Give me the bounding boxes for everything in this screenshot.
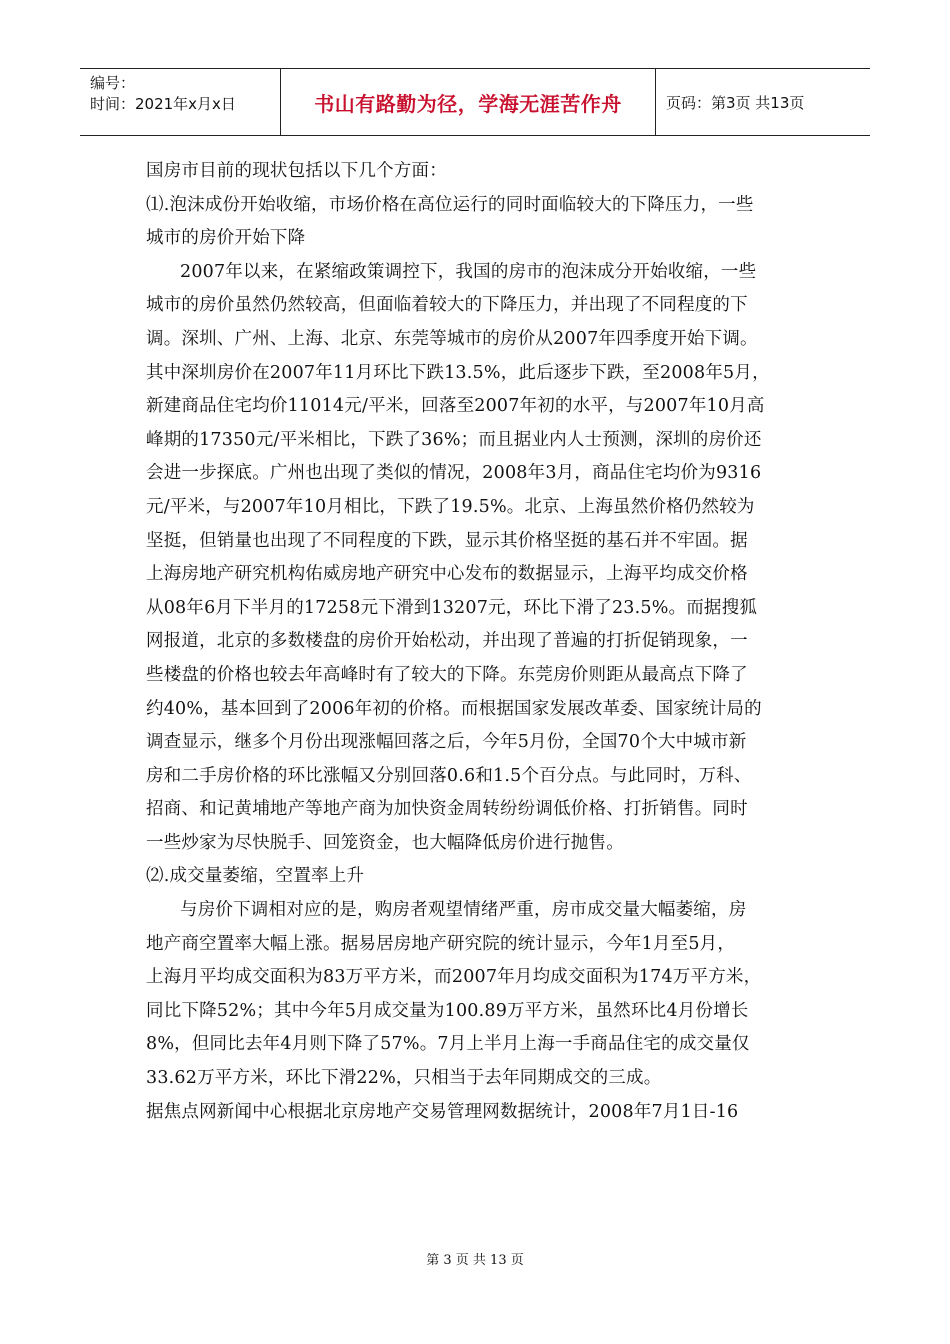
text-line: 峰期的17350元/平米相比，下跌了36%；而且据业内人士预测，深圳的房价还 bbox=[146, 429, 762, 450]
document-body bbox=[146, 155, 816, 1129]
text-line: 网报道，北京的多数楼盘的房价开始松动，并出现了普遍的打折促销现象，一 bbox=[146, 631, 748, 652]
text-line: 国房市目前的现状包括以下几个方面： bbox=[146, 161, 447, 181]
text-line: 从08年6月下半月的17258元下滑到13207元，环比下滑了23.5%。而据搜狐 bbox=[146, 597, 758, 618]
header-meta bbox=[80, 69, 281, 135]
text-line: 同比下降52%；其中今年5月成交量为100.89万平方米，虽然环比4月份增长 bbox=[146, 1000, 749, 1021]
section-heading: ⑴.泡沫成份开始收缩，市场价格在高位运行的同时面临较大的下降压力，一些 bbox=[146, 194, 754, 215]
text-line: 调查显示，继多个月份出现涨幅回落之后，今年5月份，全国70个大中城市新 bbox=[146, 732, 747, 753]
serial-label: 编号： bbox=[90, 74, 136, 92]
text-line: 约40%，基本回到了2006年初的价格。而根据国家发展改革委、国家统计局的 bbox=[146, 698, 762, 719]
text-line: 招商、和记黄埔地产等地产商为加快资金周转纷纷调低价格、打折销售。同时 bbox=[146, 799, 748, 820]
text-line: 上海房地产研究机构佑威房地产研究中心发布的数据显示，上海平均成交价格 bbox=[146, 564, 748, 585]
text-line: 33.62万平方米，环比下滑22%，只相当于去年同期成交的三成。 bbox=[146, 1068, 662, 1089]
page-header bbox=[80, 68, 870, 136]
header-page-info-cell bbox=[656, 69, 870, 135]
text-line: 房和二手房价格的环比涨幅又分别回落0.6和1.5个百分点。与此同时，万科、 bbox=[146, 765, 752, 786]
text-line: 些楼盘的价格也较去年高峰时有了较大的下降。东莞房价则距从最高点下降了 bbox=[146, 664, 748, 685]
paragraph-start: 与房价下调相对应的是，购房者观望情绪严重，房市成交量大幅萎缩，房 bbox=[180, 900, 747, 921]
text-line: 其中深圳房价在2007年11月环比下跌13.5%，此后逐步下跌，至2008年5月， bbox=[146, 362, 770, 383]
text-line: 坚挺，但销量也出现了不同程度的下跌，显示其价格坚挺的基石并不牢固。据 bbox=[146, 530, 748, 551]
text-line: 地产商空置率大幅上涨。据易居房地产研究院的统计显示，今年1月至5月， bbox=[146, 933, 736, 954]
text-line: 会进一步探底。广州也出现了类似的情况，2008年3月，商品住宅均价为9316 bbox=[146, 463, 762, 484]
section-heading-cont: 城市的房价开始下降 bbox=[146, 228, 306, 249]
page-info: 页码：第3页 共13页 bbox=[666, 93, 805, 112]
motto-text: 书山有路勤为径，学海无涯苦作舟 bbox=[314, 91, 622, 116]
text-line: 城市的房价虽然仍然较高，但面临着较大的下降压力，并出现了不同程度的下 bbox=[146, 295, 748, 316]
time-label: 时间：2021年x月x日 bbox=[90, 95, 236, 113]
text-line: 8%，但同比去年4月则下降了57%。7月上半月上海一手商品住宅的成交量仅 bbox=[146, 1034, 750, 1055]
paragraph-start: 2007年以来，在紧缩政策调控下，我国的房市的泡沫成分开始收缩，一些 bbox=[180, 261, 757, 282]
text-line: 新建商品住宅均价11014元/平米，回落至2007年初的水平，与2007年10月高 bbox=[146, 396, 765, 417]
text-line: 上海月平均成交面积为83万平方米，而2007年月均成交面积为174万平方米， bbox=[146, 967, 762, 988]
page-footer: 第 3 页 共 13 页 bbox=[426, 1253, 524, 1268]
text-line: 元/平米，与2007年10月相比，下跌了19.5%。北京、上海虽然价格仍然较为 bbox=[146, 496, 755, 517]
text-line: 据焦点网新闻中心根据北京房地产交易管理网数据统计，2008年7月1日-16 bbox=[146, 1101, 739, 1122]
text-line: 调。深圳、广州、上海、北京、东莞等城市的房价从2007年四季度开始下调。 bbox=[146, 328, 758, 349]
header-motto-cell bbox=[281, 69, 656, 135]
text-line: 一些炒家为尽快脱手、回笼资金，也大幅降低房价进行抛售。 bbox=[146, 832, 624, 853]
section-heading: ⑵.成交量萎缩，空置率上升 bbox=[146, 866, 365, 887]
